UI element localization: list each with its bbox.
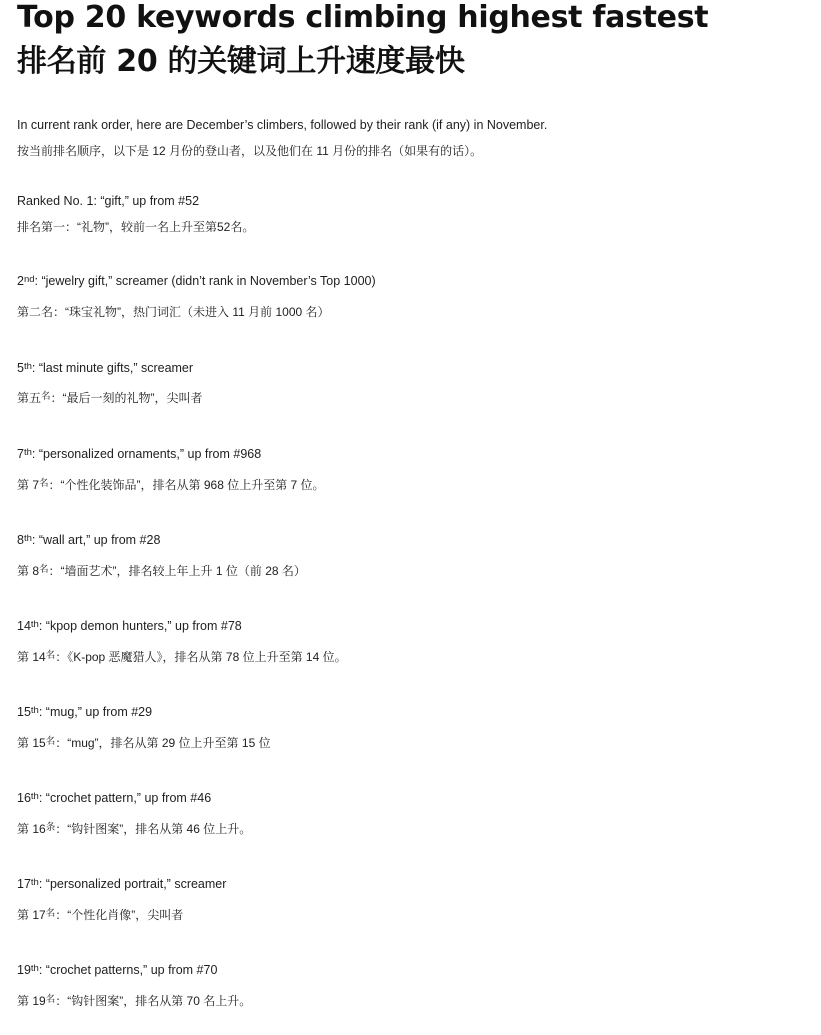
keyword-text-zh: ：“礼物”，较前一名上升至第52名。 bbox=[65, 220, 255, 234]
keyword-text-en: : “crochet pattern,” up from #46 bbox=[38, 791, 212, 805]
keyword-text-en: : “personalized portrait,” screamer bbox=[38, 877, 227, 891]
keyword-entry-zh bbox=[17, 735, 271, 751]
rank-number-zh: 第 16 bbox=[17, 822, 46, 836]
keyword-text-en: : “last minute gifts,” screamer bbox=[31, 361, 194, 375]
keyword-entry-zh bbox=[17, 821, 251, 837]
rank-suffix-zh: 名 bbox=[45, 649, 56, 661]
keyword-entry-en bbox=[17, 532, 160, 548]
keyword-entry-en bbox=[17, 790, 211, 806]
rank-number-zh: 第 8 bbox=[17, 564, 40, 578]
rank-suffix: th bbox=[30, 704, 39, 716]
rank-number-zh: 第 15 bbox=[17, 736, 46, 750]
keyword-entry-zh bbox=[17, 304, 330, 320]
rank-suffix: th bbox=[30, 790, 39, 802]
rank-suffix-zh: 名 bbox=[45, 735, 56, 747]
keyword-text-en: : “crochet patterns,” up from #70 bbox=[38, 963, 218, 977]
rank-number: 8 bbox=[17, 533, 24, 547]
keyword-text-zh: ：“个性化装饰品”，排名从第 968 位上升至第 7 位。 bbox=[48, 478, 325, 492]
rank-suffix-zh: 条 bbox=[45, 821, 56, 833]
keyword-text-zh: ：“钩针图案”，排名从第 70 名上升。 bbox=[55, 994, 252, 1008]
keyword-text-en: : “jewelry gift,” screamer (didn’t rank in November’s Top 1000) bbox=[34, 274, 376, 288]
page-title-zh: 排名前 20 的关键词上升速度最快 bbox=[17, 44, 465, 79]
keyword-entry-en bbox=[17, 618, 242, 634]
rank-number-zh: 第二名 bbox=[17, 305, 54, 319]
rank-number-zh: 第 7 bbox=[17, 478, 40, 492]
keyword-entry-zh bbox=[17, 907, 183, 923]
rank-suffix: nd bbox=[23, 273, 35, 285]
rank-number-zh: 第五 bbox=[17, 391, 42, 405]
keyword-text-en: : “wall art,” up from #28 bbox=[31, 533, 161, 547]
keyword-entry-en bbox=[17, 704, 152, 720]
rank-number-zh: 第 17 bbox=[17, 908, 46, 922]
keyword-entry-en bbox=[17, 273, 376, 289]
keyword-entry-en bbox=[17, 446, 261, 462]
rank-suffix-zh: 名 bbox=[39, 563, 49, 575]
keyword-entry-en bbox=[17, 193, 199, 209]
rank-number: 5 bbox=[17, 361, 24, 375]
keyword-text-en: : “mug,” up from #29 bbox=[38, 705, 153, 719]
rank-number: 15 bbox=[17, 705, 31, 719]
rank-number: 2 bbox=[17, 274, 24, 288]
rank-suffix-zh: 名 bbox=[45, 993, 56, 1005]
keyword-entry-zh bbox=[17, 219, 254, 235]
keyword-entry-en bbox=[17, 876, 226, 892]
keyword-entry-zh bbox=[17, 993, 251, 1009]
keyword-entry-zh bbox=[17, 563, 306, 579]
keyword-text-en: : “personalized ornaments,” up from #968 bbox=[31, 447, 262, 461]
keyword-text-zh: ：“墙面艺术”，排名较上年上升 1 位（前 28 名） bbox=[48, 564, 306, 578]
keyword-entry-en bbox=[17, 360, 193, 376]
rank-number: 19 bbox=[17, 963, 31, 977]
rank-suffix: th bbox=[23, 360, 32, 372]
keyword-entry-zh bbox=[17, 477, 325, 493]
rank-number: 17 bbox=[17, 877, 31, 891]
keyword-text-en: : “kpop demon hunters,” up from #78 bbox=[38, 619, 242, 633]
keyword-entry-zh bbox=[17, 649, 347, 665]
rank-suffix: th bbox=[23, 446, 32, 458]
rank-suffix: th bbox=[30, 876, 39, 888]
rank-number-zh: 第 14 bbox=[17, 650, 46, 664]
keyword-text-zh: ：“钩针图案”，排名从第 46 位上升。 bbox=[55, 822, 252, 836]
keyword-text-zh: ：“个性化肖像”，尖叫者 bbox=[55, 908, 184, 922]
rank-number-zh: 第 19 bbox=[17, 994, 46, 1008]
keyword-text-en: : “gift,” up from #52 bbox=[93, 194, 200, 208]
rank-suffix: th bbox=[30, 618, 39, 630]
rank-suffix: th bbox=[23, 532, 32, 544]
intro-en: In current rank order, here are December’s climbers, followed by their rank (if any) in November. bbox=[17, 118, 548, 132]
keyword-entry-en bbox=[17, 962, 217, 978]
page-title-en: Top 20 keywords climbing highest fastest bbox=[17, 0, 709, 35]
rank-number: 14 bbox=[17, 619, 31, 633]
rank-number: 7 bbox=[17, 447, 24, 461]
keyword-text-zh: ：“珠宝礼物”，热门词汇（未进入 11 月前 1000 名） bbox=[53, 305, 330, 319]
keyword-text-zh: ：“mug”，排名从第 29 位上升至第 15 位 bbox=[55, 736, 271, 750]
rank-suffix: th bbox=[30, 962, 39, 974]
keyword-text-zh: ：“最后一刻的礼物”，尖叫者 bbox=[50, 391, 203, 405]
rank-number-zh: 排名第一 bbox=[17, 220, 66, 234]
keyword-entry-zh bbox=[17, 390, 203, 406]
keyword-text-zh: ：《K-pop 恶魔猎人》，排名从第 78 位上升至第 14 位。 bbox=[55, 650, 347, 664]
rank-suffix-zh: 名 bbox=[41, 390, 51, 402]
rank-number: Ranked No. 1 bbox=[17, 194, 94, 208]
intro-zh: 按当前排名顺序，以下是 12 月份的登山者，以及他们在 11 月份的排名（如果有的话）。 bbox=[17, 144, 483, 158]
rank-suffix-zh: 名 bbox=[45, 907, 56, 919]
rank-number: 16 bbox=[17, 791, 31, 805]
rank-suffix-zh: 名 bbox=[39, 477, 49, 489]
